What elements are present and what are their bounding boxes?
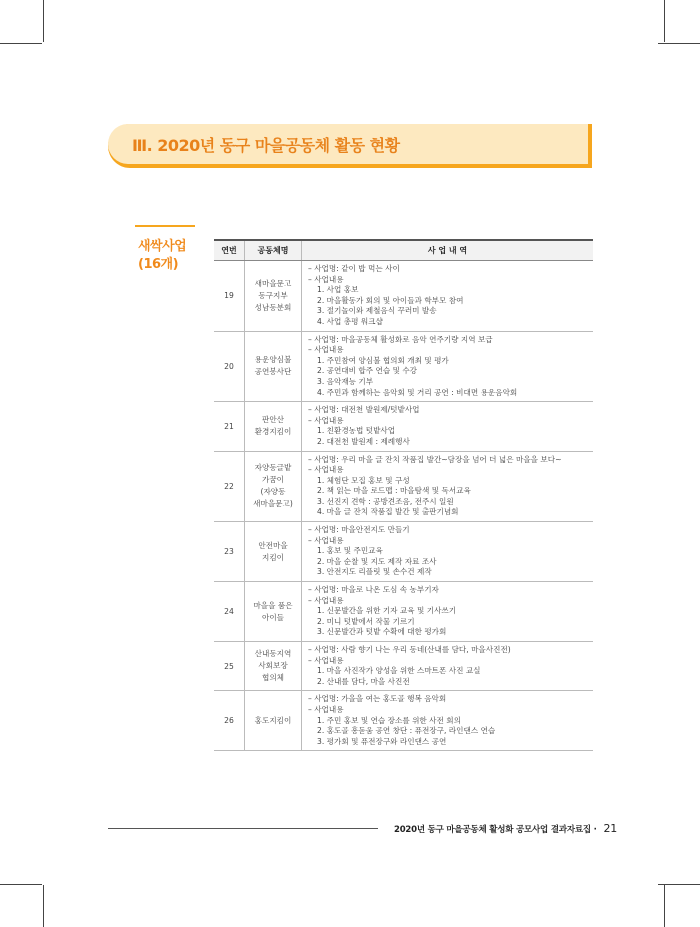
row-number: 20 [214,331,245,402]
detail-item: – 사업명: 가을을 여는 홍도골 행복 음악회 [308,694,447,704]
detail-item: – 사업명: 우리 마을 글 잔치 작품집 발간~담장을 넘어 더 넓은 마을을 보다~ [308,454,562,464]
detail-subitem: 4. 사업 총평 워크샵 [317,316,383,326]
category-divider [135,225,195,227]
community-name-line: 환경지킴이 [254,427,292,437]
row-number: 23 [214,522,245,582]
detail-subitem: 2. 홍도골 흥돋움 공연 창단 : 퓨전장구, 라인댄스 연습 [317,726,496,736]
detail-item: – 사업내용 [308,595,344,605]
project-details [302,261,594,332]
detail-subitem: 1. 신문발간을 위한 기자 교육 및 기사쓰기 [317,606,457,616]
footer-separator: · [593,825,597,835]
community-name-line: 안전마을 [258,540,288,550]
projects-table [214,239,593,751]
row-number: 24 [214,582,245,642]
project-details [302,331,594,402]
crop-mark [0,43,42,44]
crop-mark [658,884,700,885]
detail-subitem: 2. 마을 순찰 및 지도 제작 자료 조사 [317,556,437,566]
crop-mark [43,0,44,42]
row-number: 26 [214,691,245,751]
community-name-line: 산내동지역 [254,649,292,659]
detail-subitem: 3. 안전지도 리플릿 및 손수건 제작 [317,567,432,577]
row-number: 21 [214,402,245,451]
detail-subitem: 2. 산내를 담다, 마을 사진전 [317,676,410,686]
community-name [245,691,302,751]
project-details [302,451,594,522]
community-name-line: 새마을문고) [253,499,293,509]
row-number: 22 [214,451,245,522]
detail-item: – 사업명: 대전천 발원제/텃밭사업 [308,405,420,415]
detail-subitem: 1. 마을 사진작가 양성을 위한 스마트폰 사진 교실 [317,666,481,676]
table-row [214,402,593,451]
detail-item: – 사업내용 [308,655,344,665]
detail-item: – 사업내용 [308,704,344,714]
detail-subitem: 2. 미니 텃밭에서 작물 기르기 [317,616,415,626]
page-number: 21 [603,822,618,835]
detail-subitem: 4. 마을 글 잔치 작품집 발간 및 출판기념회 [317,507,459,517]
project-details [302,582,594,642]
category-name: 새싹사업 [138,239,187,254]
community-name-line: 자양동글밭 [254,463,292,473]
detail-item: – 사업명: 마을안전지도 만들기 [308,525,410,535]
footer-title: 2020년 동구 마을공동체 활성화 공모사업 결과자료집 [394,825,591,835]
community-name-line: 공연봉사단 [254,367,292,377]
table-row [214,522,593,582]
detail-item: – 사업명: 사람 향기 나는 우리 동네(산내를 담다, 마을사진전) [308,645,511,654]
header-details: 사 업 내 역 [302,240,594,261]
table-header-row [214,240,593,261]
detail-subitem: 3. 절기놀이와 제철음식 꾸러미 발송 [317,306,437,316]
detail-subitem: 3. 선진지 견학 : 공방견조음, 전주시 일원 [317,496,454,506]
community-name [245,642,302,691]
detail-subitem: 1. 홍보 및 주민교육 [317,546,383,556]
detail-subitem: 2. 마을활동가 회의 및 아이들과 학부모 참여 [317,295,464,305]
project-details [302,522,594,582]
detail-item: – 사업내용 [308,415,344,425]
footer [394,822,617,835]
community-name-line: 홍도지킴이 [254,715,292,725]
section-bar [108,124,588,164]
detail-subitem: 1. 주민참여 양심불 협의회 개최 및 평가 [317,355,449,365]
category-title [138,238,186,274]
row-number: 25 [214,642,245,691]
project-details [302,691,594,751]
community-name-line: 가꿈이 [261,475,284,485]
community-name-line: 지킴이 [261,552,284,562]
community-name-line: 마을을 품은 [253,600,293,610]
crop-mark [664,0,665,42]
category-count: (16개) [138,257,179,272]
detail-subitem: 3. 음악재능 기부 [317,376,374,386]
detail-subitem: 1. 사업 홍보 [317,285,359,295]
crop-mark [43,885,44,927]
detail-item: – 사업내용 [308,465,344,475]
detail-subitem: 3. 평가회 및 퓨전장구와 라인댄스 공연 [317,736,447,746]
detail-item: – 사업명: 같이 밥 먹는 사이 [308,264,400,273]
community-name [245,331,302,402]
community-name-line: 용운양심불 [254,355,292,365]
table-row [214,451,593,522]
table-row [214,691,593,751]
community-name-line: 협의체 [261,673,284,683]
crop-mark [658,43,700,44]
detail-item: – 사업내용 [308,274,344,284]
table-row [214,642,593,691]
project-details [302,402,594,451]
detail-subitem: 1. 체험단 모집 홍보 및 구성 [317,475,410,485]
row-number: 19 [214,261,245,332]
detail-item: – 사업내용 [308,345,344,355]
table-row [214,582,593,642]
community-name [245,522,302,582]
community-name-line: 성남동분회 [254,302,292,312]
detail-item: – 사업명: 마을공동체 활성화로 음악 연주기량 지역 보급 [308,334,493,344]
detail-subitem: 1. 친환경농법 텃밭사업 [317,426,396,436]
community-name [245,402,302,451]
detail-subitem: 2. 책 읽는 마을 로드맵 : 마을탐색 및 독서교육 [317,486,471,496]
detail-subitem: 2. 공연대비 합주 연습 및 수강 [317,366,418,376]
project-details [302,642,594,691]
detail-subitem: 1. 주민 홍보 및 연습 장소를 위한 사전 회의 [317,715,461,725]
section-title: Ⅲ. 2020년 동구 마을공동체 활동 현황 [132,135,400,155]
table-row [214,261,593,332]
header-community: 공동체명 [245,240,302,261]
detail-subitem: 3. 신문발간과 텃밭 수확에 대한 평가회 [317,627,447,637]
community-name [245,582,302,642]
detail-item: – 사업명: 마을로 나온 도심 속 농부기자 [308,585,439,595]
community-name-line: 사회보장 [258,661,288,671]
detail-item: – 사업내용 [308,535,344,545]
detail-subitem: 4. 주민과 함께하는 음악회 및 거리 공연 : 비대면 용운음악회 [317,387,518,397]
community-name-line: 아이들 [261,612,284,622]
crop-mark [664,885,665,927]
community-name-line: (자양동 [260,487,286,497]
detail-subitem: 2. 대전천 발원제 : 제례행사 [317,436,410,446]
community-name-line: 새마을문고 [254,278,292,288]
community-name [245,451,302,522]
community-name [245,261,302,332]
table-row [214,331,593,402]
footer-rule [108,828,378,829]
community-name-line: 동구지부 [258,290,288,300]
crop-mark [0,884,42,885]
community-name-line: 판안산 [261,415,284,425]
header-number: 연번 [214,240,245,261]
